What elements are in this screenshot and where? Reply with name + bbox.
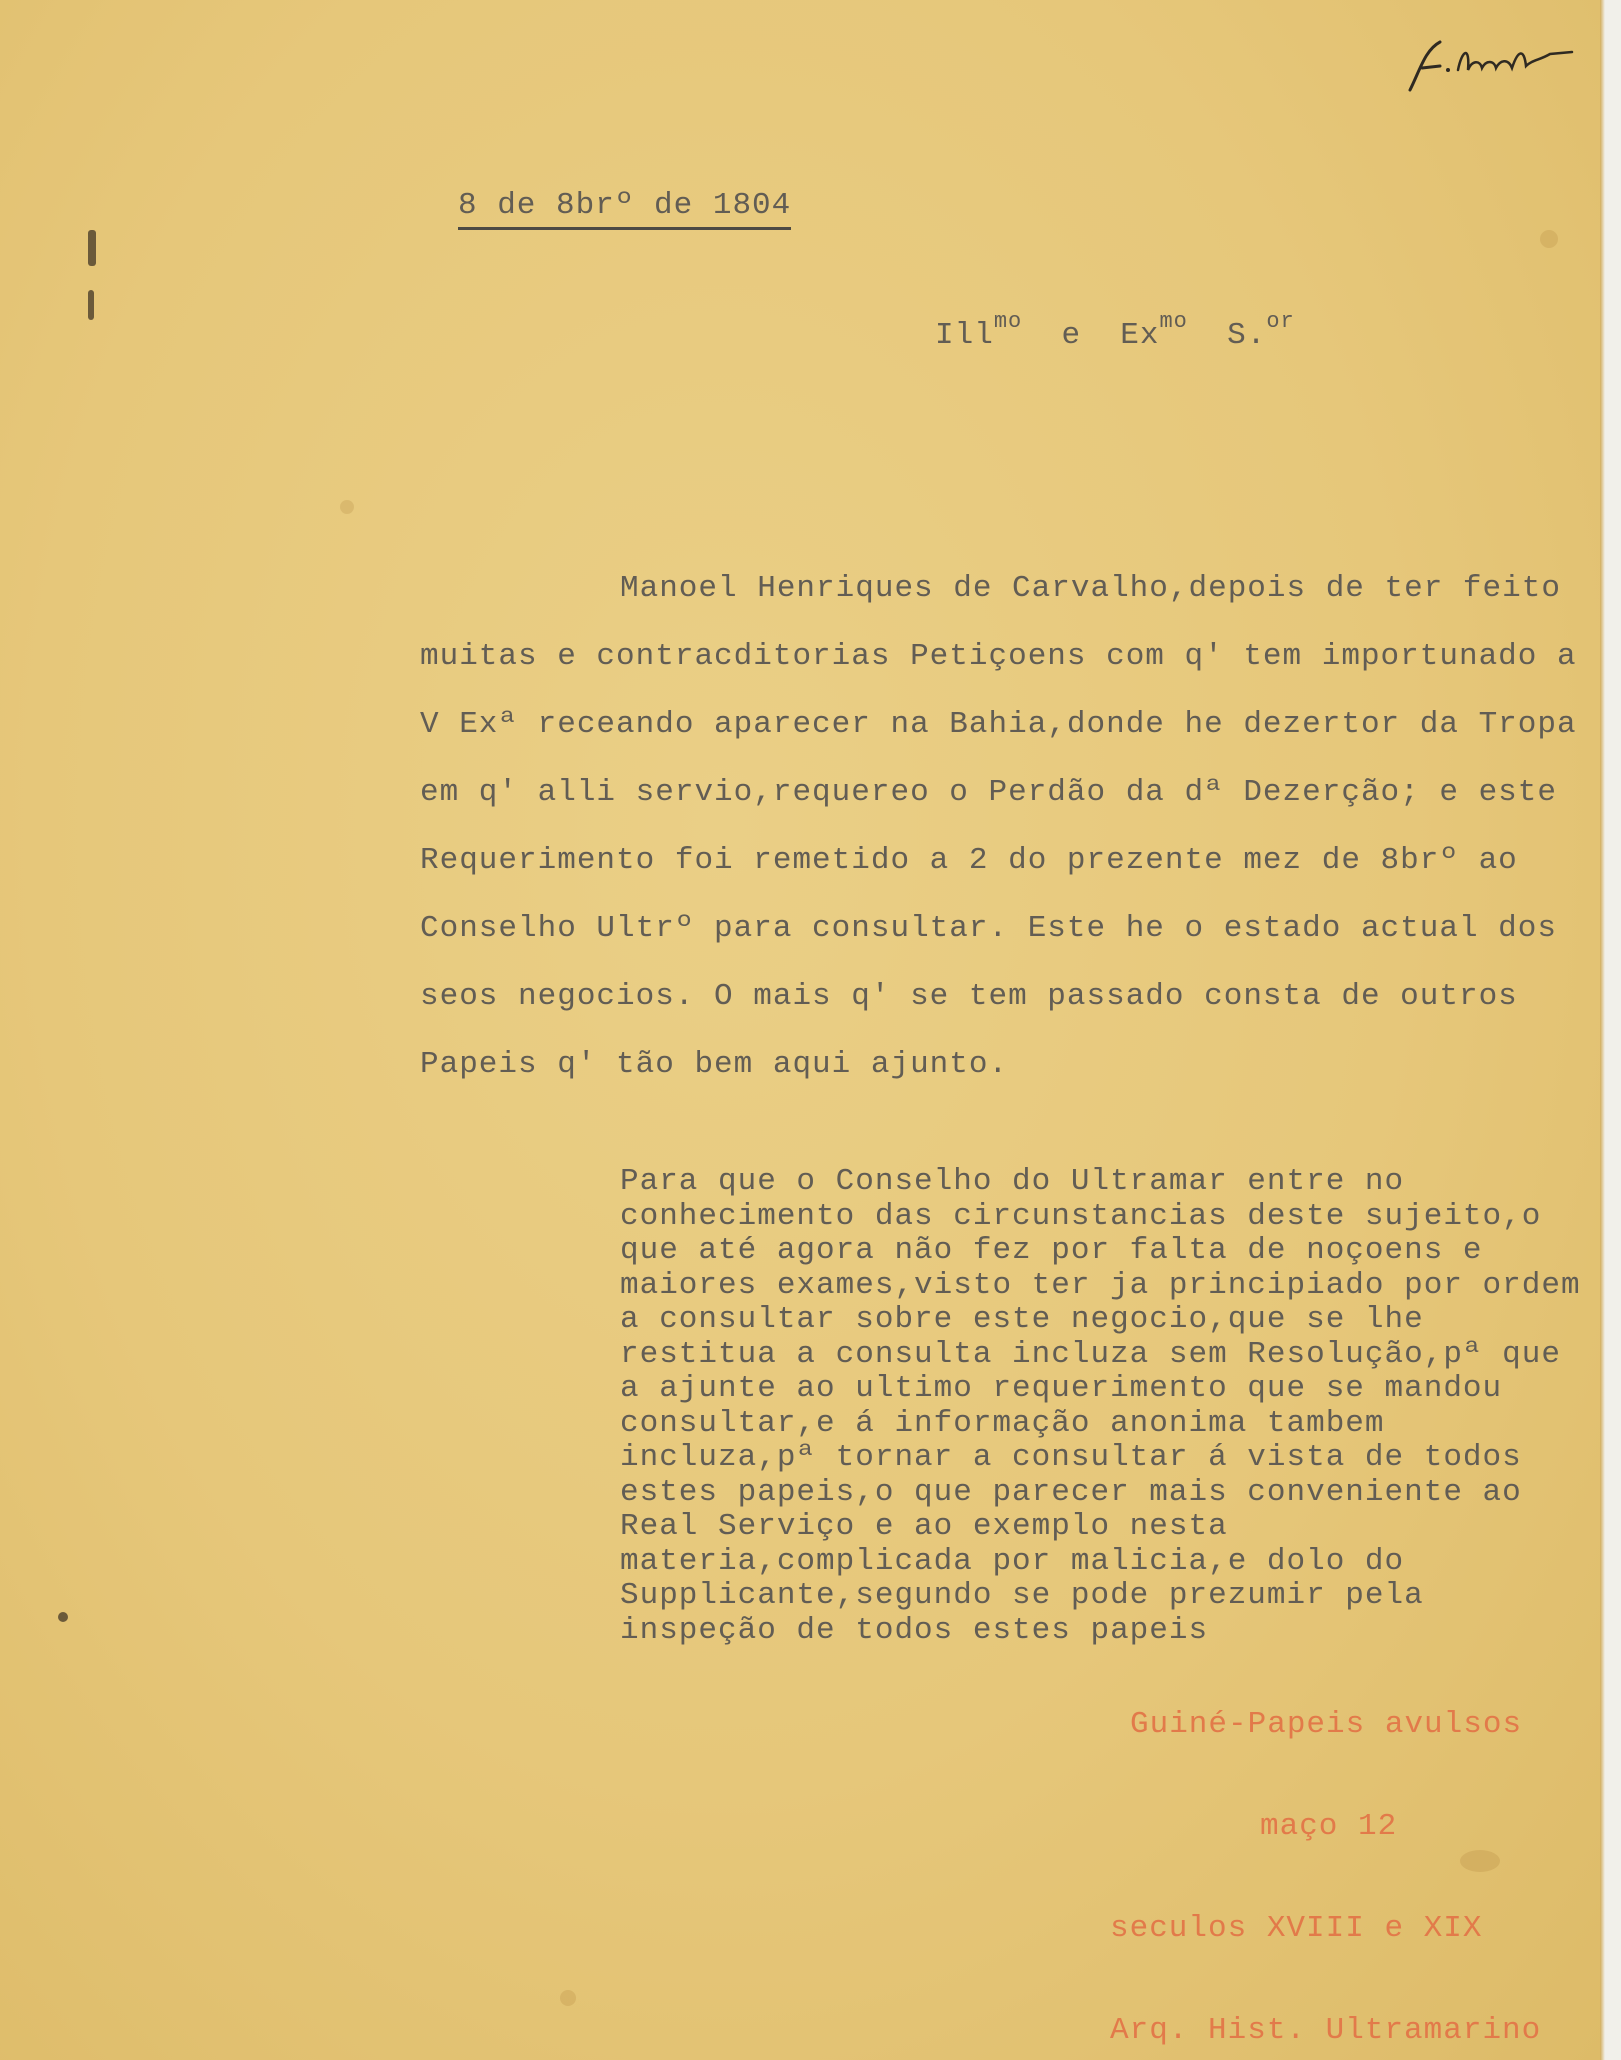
letter-paragraph: Manoel Henriques de Carvalho,depois de ter feito muitas e contracditorias Petiçoens com q' tem importunado a V Exª receando aparecer na Bahia,donde he dezertor da Tropa em q' alli servio,requereo o Perdão da dª Dezerção; e este Requerimento foi remetido a 2 do prezente mez de 8brº ao Conselho Ultrº para consultar. Este he o estado actual dos seos negocios. O mais q' se tem passado consta de outros Papeis q' tão bem aqui ajunto. (420, 571, 1577, 1082)
salutation-superscript: mo (993, 309, 1023, 334)
salutation-word: S. (1227, 318, 1267, 353)
salutation-word: Ill (935, 318, 994, 353)
paper-stain (340, 500, 354, 514)
archive-stamp-line: Arq. Hist. Ultramarino (1110, 2013, 1542, 2048)
archive-stamp-line: seculos XVIII e XIX (1110, 1911, 1483, 1946)
salutation-word: e (1061, 318, 1082, 353)
sheet-edge (1600, 0, 1605, 2060)
salutation-superscript: or (1266, 309, 1295, 334)
marginal-note-paragraph: Para que o Conselho do Ultramar entre no conhecimento das circunstancias deste sujeito,o que até agora não fez por falta de noçoens e maiores exames,visto ter ja principiado por ordem a consultar sobre este negocio,que se lhe restitua a consulta incluza sem Resolução,pª que a ajunte ao ultimo requerimento que se mandou consultar,e á informação anonima tambem incluza,pª tornar a consultar á vista de todos estes papeis,o que parecer mais conveniente ao Real Serviço e ao exemplo nesta materia,complicada por malicia,e dolo do Supplicante,segundo se pode prezumir pela inspeção de todos estes papeis (620, 1164, 1581, 1648)
handwritten-signature (1400, 30, 1580, 100)
binding-hole (88, 290, 94, 320)
salutation (935, 309, 1295, 353)
archive-stamp-line: Guiné-Papeis avulsos (1130, 1707, 1523, 1742)
document-date: 8 de 8brº de 1804 (458, 188, 791, 230)
archive-stamp (1110, 1640, 1542, 2060)
salutation-superscript: mo (1159, 309, 1188, 334)
salutation-word: Ex (1120, 318, 1160, 353)
paper-stain (560, 1990, 576, 2006)
binding-hole (88, 230, 96, 266)
archive-stamp-line: maço 12 (1260, 1809, 1398, 1844)
binding-hole (58, 1612, 68, 1622)
paper-stain (1540, 230, 1558, 248)
